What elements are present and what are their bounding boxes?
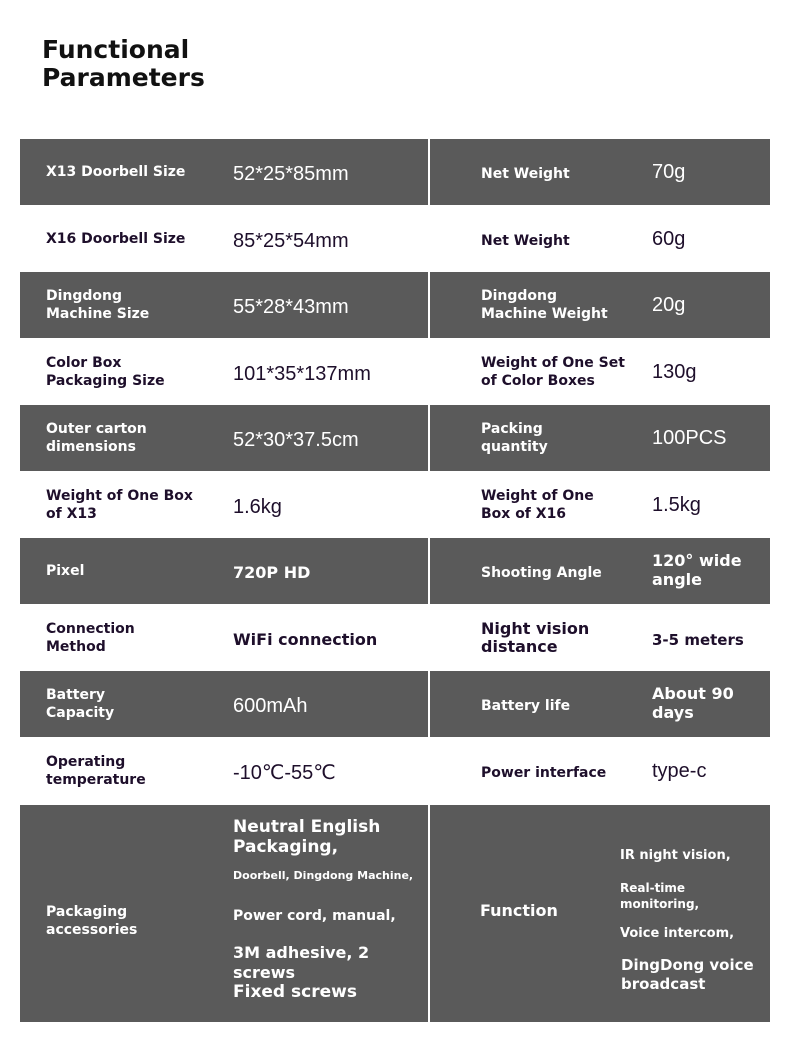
table-row-right: [430, 605, 770, 671]
param-label: Shooting Angle: [481, 565, 602, 581]
table-row-right: [430, 538, 770, 604]
accessory-item: Fixed screws: [233, 982, 357, 1002]
param-label: Battery Capacity: [46, 687, 115, 721]
table-row-left: [20, 339, 428, 405]
param-value: 101*35*137mm: [233, 363, 371, 385]
param-label: Color Box Packaging Size: [46, 355, 165, 389]
table-row-right: [430, 405, 770, 471]
param-label: X13 Doorbell Size: [46, 164, 186, 180]
table-row-left: [20, 405, 428, 471]
function-cell: [430, 805, 770, 1022]
param-label: Pixel: [46, 563, 85, 579]
param-label: Packing quantity: [481, 421, 548, 455]
param-value: 600mAh: [233, 695, 308, 717]
table-row-left: [20, 738, 428, 804]
page-title: Functional Parameters: [42, 35, 205, 92]
param-label: Weight of One Set of Color Boxes: [481, 355, 625, 389]
param-value: type-c: [652, 760, 707, 782]
param-value: 70g: [652, 161, 686, 183]
param-label: Battery life: [481, 698, 571, 714]
accessories-label-cell: [20, 805, 428, 1022]
param-label: Dingdong Machine Size: [46, 288, 150, 322]
accessory-item: Doorbell, Dingdong Machine,: [233, 869, 414, 882]
param-label: Dingdong Machine Weight: [481, 288, 608, 322]
param-value: 85*25*54mm: [233, 230, 349, 252]
param-label: Net Weight: [481, 166, 570, 182]
param-label: Weight of One Box of X13: [46, 488, 193, 522]
table-row-right: [430, 738, 770, 804]
param-value: 1.6kg: [233, 496, 282, 518]
param-value: 3-5 meters: [652, 631, 744, 649]
function-item: IR night vision,: [620, 848, 731, 863]
function-label: Function: [480, 901, 558, 920]
param-label: Outer carton dimensions: [46, 421, 147, 455]
param-value: 20g: [652, 294, 686, 316]
table-row-left: [20, 538, 428, 604]
param-value: 55*28*43mm: [233, 296, 349, 318]
function-item: DingDong voice broadcast: [621, 956, 754, 993]
function-item: Real-time monitoring,: [620, 881, 700, 911]
param-label: Connection Method: [46, 621, 135, 655]
table-row-left: [20, 272, 428, 338]
param-value: 52*25*85mm: [233, 163, 349, 185]
param-value: 120° wide angle: [652, 551, 742, 589]
table-row-right: [430, 671, 770, 737]
table-row-left: [20, 472, 428, 538]
param-value: 100PCS: [652, 427, 727, 449]
table-row-left: [20, 206, 428, 272]
table-row-right: [430, 139, 770, 205]
accessory-item: Neutral English Packaging,: [233, 817, 381, 857]
param-label: Operating temperature: [46, 754, 146, 788]
table-row-left: [20, 605, 428, 671]
param-value: WiFi connection: [233, 630, 378, 649]
table-row-right: [430, 206, 770, 272]
param-label: Net Weight: [481, 233, 570, 249]
table-row-left: [20, 671, 428, 737]
param-value: 720P HD: [233, 563, 311, 582]
table-row-left: [20, 139, 428, 205]
param-label: X16 Doorbell Size: [46, 231, 186, 247]
param-label: Night vision distance: [481, 619, 590, 656]
param-label: Power interface: [481, 765, 607, 781]
param-value: 60g: [652, 228, 686, 250]
accessory-item: 3M adhesive, 2 screws: [233, 943, 370, 982]
table-row-right: [430, 272, 770, 338]
accessory-item: Power cord, manual,: [233, 908, 396, 924]
param-value: 130g: [652, 361, 697, 383]
function-item: Voice intercom,: [620, 926, 735, 941]
param-value: 1.5kg: [652, 494, 701, 516]
table-row-right: [430, 339, 770, 405]
param-value: About 90 days: [652, 684, 734, 722]
param-value: -10℃-55℃: [233, 762, 336, 784]
accessories-label: Packaging accessories: [46, 904, 138, 938]
param-value: 52*30*37.5cm: [233, 429, 359, 451]
table-row-right: [430, 472, 770, 538]
param-label: Weight of One Box of X16: [481, 488, 594, 522]
